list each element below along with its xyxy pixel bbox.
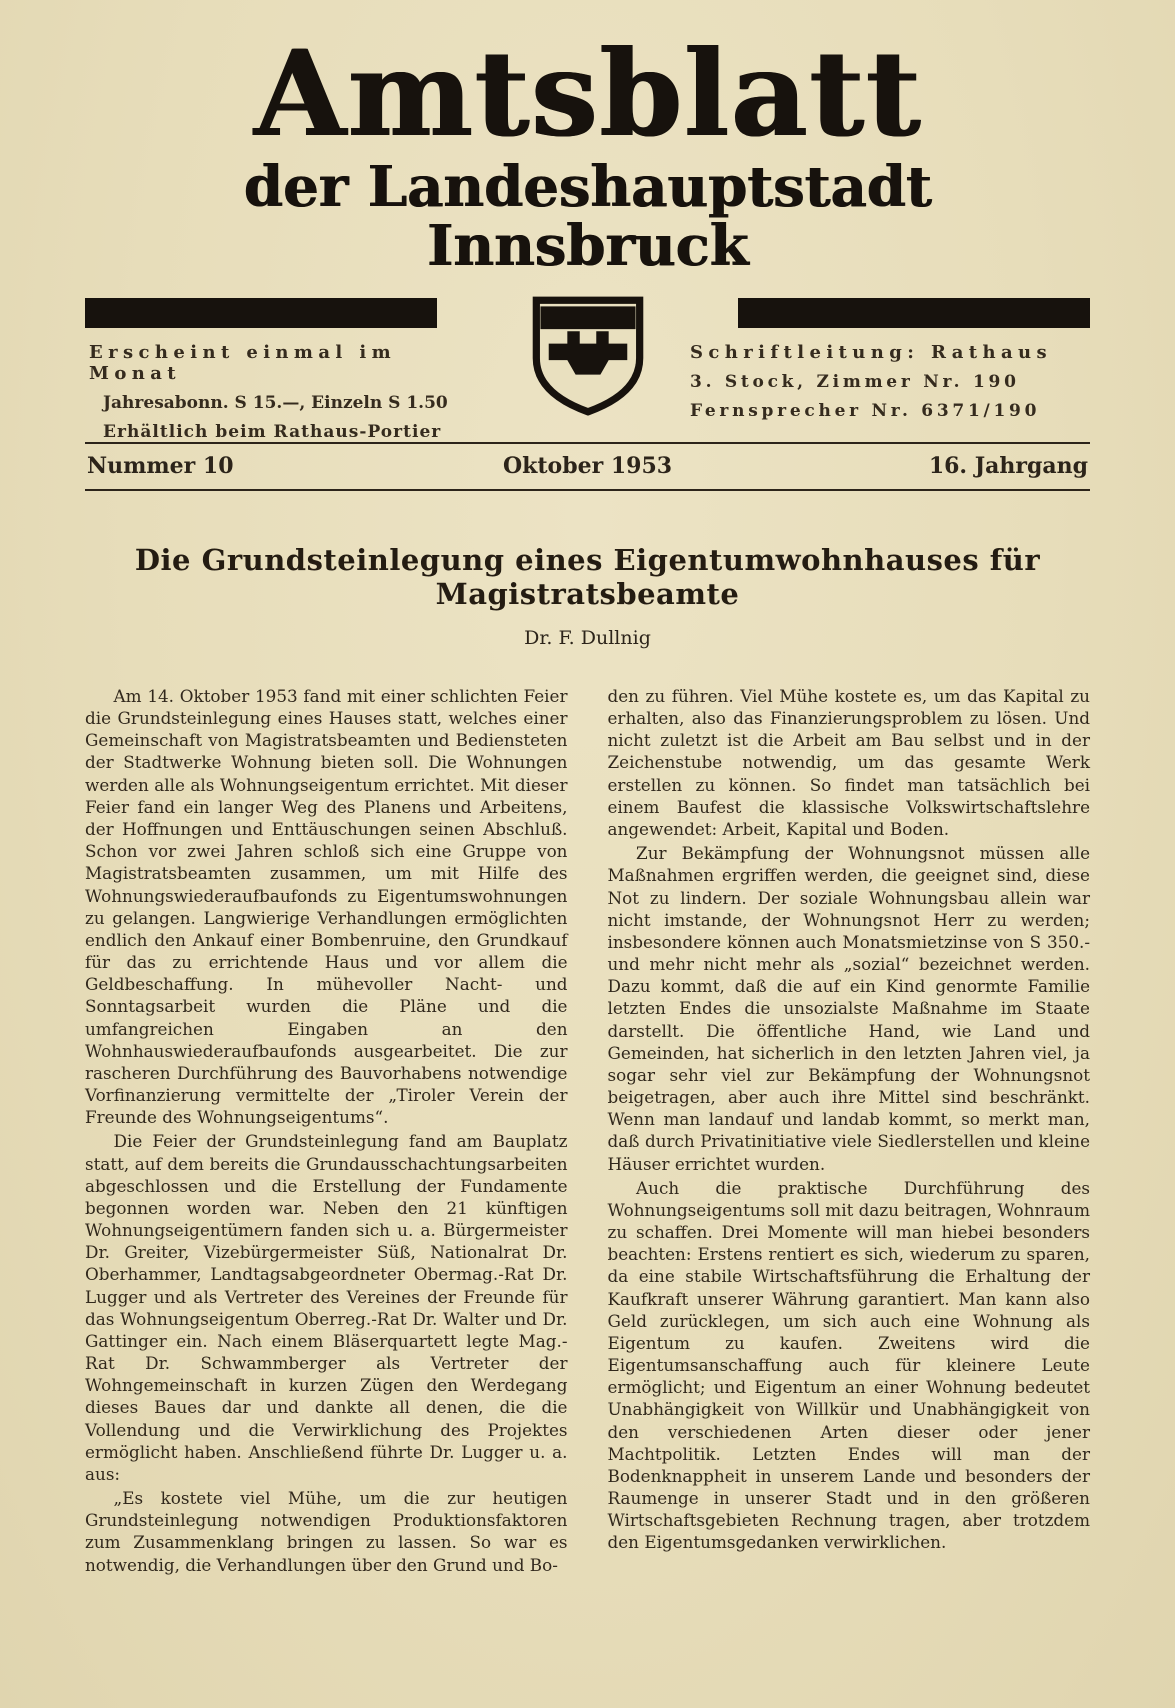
article-byline: Dr. F. Dullnig — [524, 626, 651, 649]
bottom-rule — [85, 489, 1090, 491]
band-bar-left — [85, 298, 437, 328]
publication-info-right — [690, 342, 1090, 442]
column-right — [608, 685, 1091, 1576]
band-bar-right — [738, 298, 1090, 328]
issue-number: Nummer 10 — [87, 452, 234, 479]
paragraph: den zu führen. Viel Mühe kostete es, um das Kapital zu erhalten, also das Finanzierungsproblem zu lösen. Und nicht zuletzt ist die Arbeit am Bau selbst und in der Zeichenstube notwendig, um das gesamte Werk erstellen zu können. So findet man tatsächlich bei einem Baufest die klassische Volkswirtschaftslehre angewendet: Arbeit, Kapital und Boden. — [607, 685, 1090, 839]
subscription-line: Jahresabonn. S 15.—, Einzeln S 1.50 — [103, 392, 448, 413]
article-body — [85, 685, 1090, 1576]
phone-line: Fernsprecher Nr. 6371/190 — [690, 400, 1041, 421]
issue-volume: 16. Jahrgang — [928, 452, 1089, 479]
issue-date: Oktober 1953 — [502, 452, 673, 479]
header-band — [85, 298, 1090, 332]
column-left — [85, 685, 568, 1576]
paragraph: „Es kostete viel Mühe, um die zur heutigen Grundsteinlegung notwendigen Produktionsfaktoren zum Zusammenklang bringen zu lassen. So war es notwendig, die Verhandlungen über den Grund und Bo- — [85, 1488, 568, 1575]
paragraph: Am 14. Oktober 1953 fand mit einer schlichten Feier die Grundsteinlegung eines Hauses statt, welches einer Gemeinschaft von Magistratsbeamten und Bediensteten der Stadtwerke Wohnung bieten soll. Die Wohnungen werden alle als Wohnungseigentum errichtet. Mit dieser Feier fand ein langer Weg des Planens und Arbeitens, der Hoffnungen und Enttäuschungen seinen Abschluß. Schon vor zwei Jahren schloß sich eine Gruppe von Magistratsbeamten zusammen, um mit Hilfe des Wohnungswiederaufbaufonds zu Eigentumswohnungen zu gelangen. Langwierige Verhandlungen ermöglichten endlich den Ankauf einer Bombenruine, den Grundkauf für das zu errichtende Haus und vor allem die Geldbeschaffung. In mühevoller Nacht- und Sonntagsarbeit wurden die Pläne und die umfangreichen Eingaben an den Wohnhauswiederaufbaufonds ausgearbeitet. Die zur rascheren Durchführung des Bauvorhabens notwendige Vorfinanzierung vermittelte der „Tiroler Verein der Freunde des Wohnungseigentums“. — [85, 685, 568, 1128]
paragraph: Auch die praktische Durchführung des Wohnungseigentums soll mit dazu beitragen, Wohnraum zu schaffen. Drei Momente will man hiebei besonders beachten: Erstens rentiert es sich, wiederum zu sparen, da eine stabile Wirtschaftsführung die Erhaltung der Kaufkraft unserer Währung garantiert. Man kann also Geld zurücklegen, um sich auch eine Wohnung als Eigentum zu kaufen. Zweitens wird die Eigentumsanschaffung auch für kleinere Leute ermöglicht; und Eigentum an einer Wohnung bedeutet Unabhängigkeit von Willkür und Unabhängigkeit von den verschiedenen Arten dieser oder jener Machtpolitik. Letzten Endes will man der Bodenknappheit in unserem Lande und besonders der Raumenge in unserer Stadt und in den größeren Wirtschaftsgebieten Rechnung tragen, aber trotzdem den Eigentumsgedanken verwirklichen. — [607, 1177, 1090, 1553]
masthead-title: Amtsblatt — [253, 24, 922, 163]
article-title: Die Grundsteinlegung eines Eigentumwohnhauses für Magistratsbeamte — [134, 542, 1041, 611]
frequency-line: Erscheint einmal im Monat — [89, 341, 397, 384]
paragraph: Die Feier der Grundsteinlegung fand am Bauplatz statt, auf dem bereits die Grundausschachtungsarbeiten abgeschlossen und die Erstellung der Fundamente begonnen worden war. Neben den 21 künftigen Wohnungseigentümern fanden sich u. a. Bürgermeister Dr. Greiter, Vizebürgermeister Süß, Nationalrat Dr. Oberhammer, Landtagsabgeordneter Obermag.-Rat Dr. Lugger und als Vertreter des Vereines der Freunde für das Wohnungseigentum Oberreg.-Rat Dr. Walter und Dr. Gattinger ein. Nach einem Bläserquartett legte Mag.-Rat Dr. Schwammberger als Vertreter der Wohngemeinschaft in kurzen Zügen den Werdegang dieses Baues dar und dankte all denen, die die Vollendung und die Verwirklichung des Projektes ermöglicht haben. Anschließend führte Dr. Lugger u. a. aus: — [85, 1131, 568, 1484]
issue-bar — [85, 444, 1090, 489]
masthead — [85, 24, 1090, 280]
availability-line: Erhältlich beim Rathaus-Portier — [103, 421, 442, 442]
masthead-subtitle: der Landeshauptstadt Innsbruck — [243, 154, 932, 280]
paragraph: Zur Bekämpfung der Wohnungsnot müssen alle Maßnahmen ergriffen werden, die geeignet sind, diese Not zu lindern. Der soziale Wohnungsbau allein war nicht imstande, der Wohnungsnot Herr zu werden; insbesondere können auch Monatsmietzinse von S 350.- und mehr nicht mehr als „sozial“ bezeichnet werden. Dazu kommt, daß die auf ein Kind genormte Familie letzten Endes die unsozialste Maßnahme im Staate darstellt. Die öffentliche Hand, wie Land und Gemeinden, hat sicherlich in den letzten Jahren viel, ja sogar sehr viel zur Bekämpfung der Wohnungsnot beigetragen, aber auch ihre Mittel sind beschränkt. Wenn man landauf und landab kommt, so merkt man, daß durch Privatinitiative viele Siedlerstellen und kleine Häuser errichtet wurden. — [607, 843, 1090, 1174]
innsbruck-coat-of-arms-icon — [519, 294, 657, 418]
publication-info-left — [85, 342, 485, 442]
editorial-office-line: Schriftleitung: Rathaus — [690, 341, 1053, 363]
room-line: 3. Stock, Zimmer Nr. 190 — [690, 371, 1020, 392]
